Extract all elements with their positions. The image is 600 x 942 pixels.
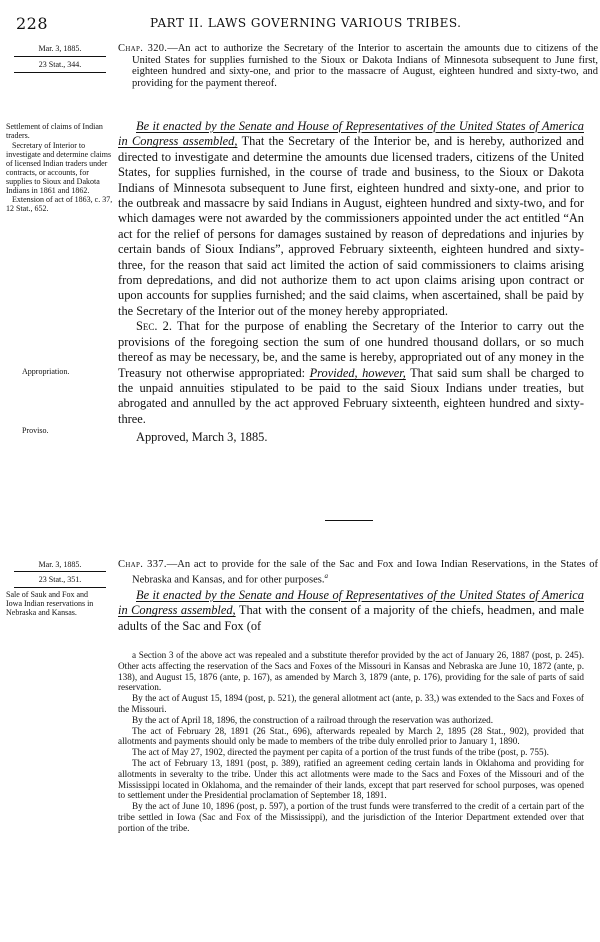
section-2-paragraph [118, 319, 584, 427]
section-2-text-a: That for the purpose of enabling the Secretary of the Interior to carry out the provisions of the foregoing section the sum of one hundred thousand dollars, or so much thereof as may be necessary, be, and the same is hereby, appropriated out of any money in the Treasury not otherwise appropriated: [118, 319, 584, 380]
chapter-title: —An act to authorize the Secretary of the Interior to ascertain the amounts due to citizens of the United States for supplies furnished to the Sioux or Dakota Indians of Minnesota subsequent to June first, eighteen hundred and sixty-one, and prior to the massacre of August, eighteen hundred and sixty-two, and providing for the payment thereof. [132, 43, 598, 89]
margin-rule [14, 571, 106, 572]
footnote-paragraph: By the act of June 10, 1896 (post, p. 597), a portion of the trust funds were transferred to the credit of a certain part of the tribe settled in Iowa (Sac and Fox of the Mississippi), and the jurisdiction of the Interior Department extended over that portion of the tribe. [118, 801, 584, 833]
footnote-paragraph: The act of May 27, 1902, directed the payment per capita of a portion of the trust funds of the tribe (post, p. 755). [132, 747, 549, 758]
running-head: PART II. LAWS GOVERNING VARIOUS TRIBES. [150, 16, 462, 30]
chapter-title: —An act to provide for the sale of the Sac and Fox and Iowa Indian Reservations, in the States of Nebraska and Kansas, and for other purposes. [132, 559, 598, 586]
chapter-number: Chap. 320. [118, 43, 168, 54]
section-separator [325, 520, 373, 521]
side-note-settlement: Settlement of claims of Indian traders. [6, 122, 103, 140]
side-note-extension: Extension of act of 1863, c. 37, 12 Stat., 652. [6, 195, 113, 213]
section-1-text: That with the consent of a majority of the chiefs, headmen, and male adults of the Sac and Fox (of [118, 603, 584, 633]
footnote-marker: a [324, 571, 328, 580]
side-note-appropriation: Appropriation. [22, 367, 70, 376]
footnote-paragraph: By the act of April 18, 1896, the construction of a railroad through the reservation was authorized. [132, 714, 494, 725]
chapter-number: Chap. 337. [118, 559, 167, 570]
section-body [118, 588, 584, 634]
footnotes [118, 650, 584, 834]
footnote-paragraph: The act of February 28, 1891 (26 Stat., 696), afterwards repealed by March 2, 1895 (28 Stat., 902), provided that allotments and payments should only be made to members of the tribe duly enrolled prior to January 1, 1890. [118, 725, 584, 747]
margin-rule [14, 587, 106, 588]
side-note [6, 122, 116, 213]
margin-rule [14, 72, 106, 73]
margin-stat: 23 Stat., 351. [38, 575, 82, 584]
footnote-paragraph: a Section 3 of the above act was repealed and a substitute therefor provided by the act of January 26, 1887 (post, p. 245). Other acts affecting the reservation of the Sacs and Foxes of the Missouri in Kansas and Nebraska are June 10, 1872 (ante, p. 138), and August 15, 1876 (ante, p. 167), as amended by March 3, 1879 (ante, p. 176), providing for the sale of parts of said reservation. [118, 650, 584, 693]
chapter-heading [118, 559, 598, 586]
side-note-proviso: Proviso. [22, 426, 49, 435]
margin-stat: 23 Stat., 344. [38, 60, 82, 69]
page-number: 228 [16, 14, 49, 33]
approved-line: Approved, March 3, 1885. [136, 430, 268, 445]
margin-date: Mar. 3, 1885. [38, 44, 82, 53]
margin-rule [14, 56, 106, 57]
enacting-paragraph [118, 119, 584, 319]
section-2-text-b: That said sum shall be charged to the unpaid annuities stipulated to be paid to the said Sioux Indians under treaties, but abrogated and annulled by the act approved February sixteenth, eighteen hundred and sixty-three. [118, 365, 584, 426]
enacting-clause: Be it enacted by the Senate and House of Representatives of the United States of America in Congress assembled, [118, 119, 584, 149]
footnote-paragraph: The act of February 13, 1891 (post, p. 389), ratified an agreement ceding certain lands in Oklahoma and providing for allotments in severalty to the tribe. Under this act allotments were made to the Sacs and Foxes of the Missouri and of the Mississippi located in Oklahoma, and the remainder of their lands, except that part reserved for school purposes, was opened to settlement under the Presidential proclamation of September 18, 1891. [118, 757, 584, 801]
footnote-paragraph: By the act of August 15, 1894 (post, p. 521), the general allotment act (ante, p. 33,) was extended to the Sacs and Foxes of the Missouri. [118, 693, 584, 714]
side-note-secretary: Secretary of Interior to investigate and determine claims of licensed Indian traders under contracts, or accounts, for supplies to Sioux and Dakota Indians in 1861 and 1862. [6, 141, 112, 195]
section-body [118, 119, 584, 446]
enacting-clause: Be it enacted by the Senate and House of Representatives of the United States of America in Congress assembled, [118, 588, 584, 618]
proviso-clause: Provided, however, [309, 365, 406, 380]
enacting-paragraph [118, 588, 584, 634]
section-1-text: That the Secretary of the Interior be, and is hereby, authorized and directed to investigate and determine the amounts due licensed traders, citizens of the United States, for supplies furnished, in the course of trade and business, to the Sioux or Dakota Indians of Minnesota subsequent to June first, eighteen hundred and sixty-one, and prior to the outbreak and massacre by said Indians in August, eighteen hundred and sixty-two, and for which damages were not awarded by the commissioners appointed under the act entitled “An act for the relief of persons for damages sustained by reason of depredations and injuries by certain bands of Sioux Indians”, approved February sixteenth, eighteen hundred and sixty-three, for the reason that said act limited the action of said commissioners to claims arising from depredations, and did not authorize them to act upon claims arising upon contract or upon accounts for supplies furnished; and the said claims, when ascertained, shall be paid by the Secretary of the Interior out of the money hereby appropriated. [118, 134, 584, 318]
section-2-lead: Sec. 2. [136, 319, 172, 334]
margin-date: Mar. 3, 1885. [38, 560, 82, 569]
chapter-heading [118, 43, 598, 89]
side-note-sale: Sale of Sauk and Fox and Iowa Indian reservations in Nebraska and Kansas. [6, 590, 94, 617]
